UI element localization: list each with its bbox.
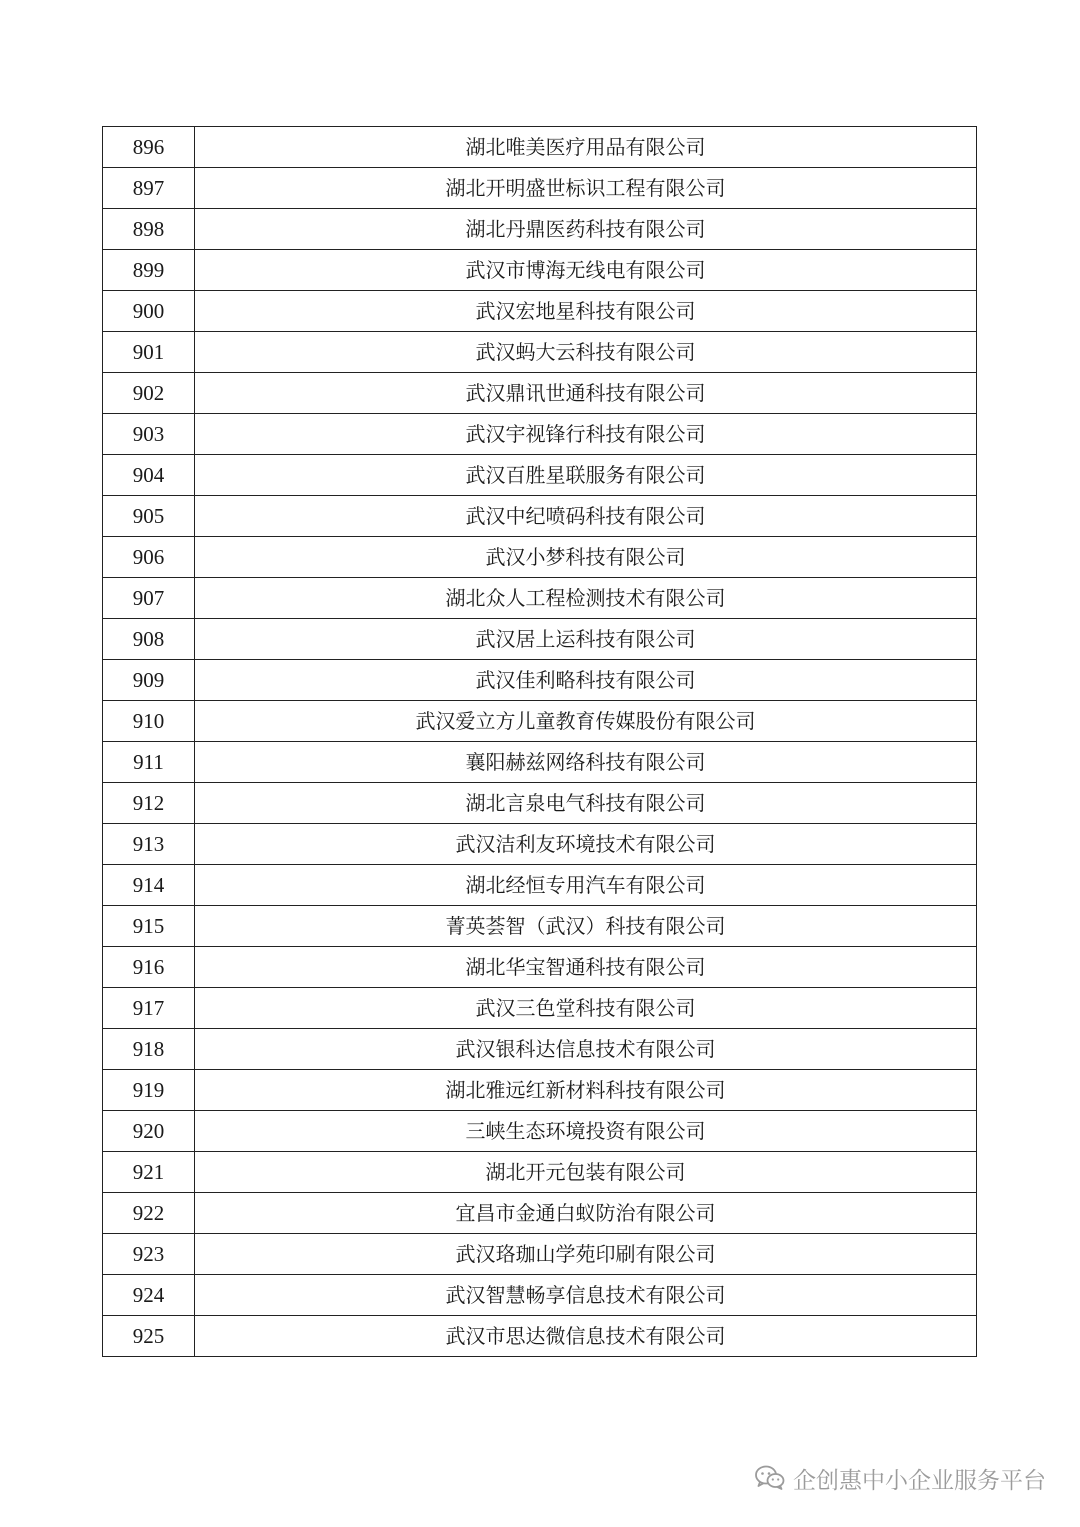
row-number: 924: [103, 1275, 195, 1316]
row-number: 922: [103, 1193, 195, 1234]
row-number: 919: [103, 1070, 195, 1111]
company-name: 武汉居上运科技有限公司: [195, 619, 977, 660]
row-number: 904: [103, 455, 195, 496]
row-number: 901: [103, 332, 195, 373]
table-row: [103, 209, 977, 250]
company-name: 菁英荟智（武汉）科技有限公司: [195, 906, 977, 947]
row-number: 913: [103, 824, 195, 865]
company-name: 湖北众人工程检测技术有限公司: [195, 578, 977, 619]
company-name: 武汉小梦科技有限公司: [195, 537, 977, 578]
table-row: [103, 455, 977, 496]
row-number: 903: [103, 414, 195, 455]
row-number: 914: [103, 865, 195, 906]
table-row: [103, 865, 977, 906]
company-name: 武汉鼎讯世通科技有限公司: [195, 373, 977, 414]
row-number: 902: [103, 373, 195, 414]
company-name: 宜昌市金通白蚁防治有限公司: [195, 1193, 977, 1234]
watermark-text: 企创惠中小企业服务平台: [793, 1467, 1046, 1494]
company-name: 湖北雅远红新材料科技有限公司: [195, 1070, 977, 1111]
table-row: [103, 332, 977, 373]
row-number: 920: [103, 1111, 195, 1152]
company-name: 湖北开明盛世标识工程有限公司: [195, 168, 977, 209]
company-name: 湖北唯美医疗用品有限公司: [195, 127, 977, 168]
table-row: [103, 1152, 977, 1193]
watermark: [755, 1460, 1046, 1496]
company-name: 武汉百胜星联服务有限公司: [195, 455, 977, 496]
company-name: 武汉中纪喷码科技有限公司: [195, 496, 977, 537]
table-row: [103, 701, 977, 742]
table-row: [103, 291, 977, 332]
company-name: 武汉珞珈山学苑印刷有限公司: [195, 1234, 977, 1275]
company-name: 湖北丹鼎医药科技有限公司: [195, 209, 977, 250]
company-name: 武汉宏地星科技有限公司: [195, 291, 977, 332]
table-row: [103, 660, 977, 701]
company-name: 襄阳赫兹网络科技有限公司: [195, 742, 977, 783]
company-list-table: [102, 126, 977, 1357]
table-row: [103, 1316, 977, 1357]
row-number: 925: [103, 1316, 195, 1357]
table-body: [103, 127, 977, 1357]
company-name: 湖北言泉电气科技有限公司: [195, 783, 977, 824]
row-number: 909: [103, 660, 195, 701]
table-row: [103, 1193, 977, 1234]
company-name: 武汉宇视锋行科技有限公司: [195, 414, 977, 455]
company-name: 武汉佳利略科技有限公司: [195, 660, 977, 701]
row-number: 908: [103, 619, 195, 660]
row-number: 921: [103, 1152, 195, 1193]
table-row: [103, 537, 977, 578]
company-name: 湖北开元包装有限公司: [195, 1152, 977, 1193]
company-name: 武汉市博海无线电有限公司: [195, 250, 977, 291]
row-number: 915: [103, 906, 195, 947]
table-row: [103, 1070, 977, 1111]
row-number: 912: [103, 783, 195, 824]
table-row: [103, 783, 977, 824]
company-name: 武汉市思达微信息技术有限公司: [195, 1316, 977, 1357]
row-number: 896: [103, 127, 195, 168]
row-number: 897: [103, 168, 195, 209]
row-number: 916: [103, 947, 195, 988]
row-number: 923: [103, 1234, 195, 1275]
company-name: 湖北经恒专用汽车有限公司: [195, 865, 977, 906]
table-row: [103, 1275, 977, 1316]
row-number: 910: [103, 701, 195, 742]
row-number: 917: [103, 988, 195, 1029]
row-number: 898: [103, 209, 195, 250]
row-number: 918: [103, 1029, 195, 1070]
table-row: [103, 414, 977, 455]
company-name: 武汉蚂大云科技有限公司: [195, 332, 977, 373]
row-number: 900: [103, 291, 195, 332]
table-row: [103, 1029, 977, 1070]
table-row: [103, 127, 977, 168]
table-row: [103, 824, 977, 865]
company-name: 湖北华宝智通科技有限公司: [195, 947, 977, 988]
row-number: 899: [103, 250, 195, 291]
table-row: [103, 947, 977, 988]
company-name: 武汉洁利友环境技术有限公司: [195, 824, 977, 865]
table-row: [103, 496, 977, 537]
row-number: 905: [103, 496, 195, 537]
company-name: 武汉银科达信息技术有限公司: [195, 1029, 977, 1070]
row-number: 911: [103, 742, 195, 783]
company-name: 武汉智慧畅享信息技术有限公司: [195, 1275, 977, 1316]
row-number: 907: [103, 578, 195, 619]
table-row: [103, 619, 977, 660]
wechat-icon: [755, 1465, 785, 1491]
table-row: [103, 1234, 977, 1275]
company-name: 三峡生态环境投资有限公司: [195, 1111, 977, 1152]
table-row: [103, 168, 977, 209]
table-row: [103, 1111, 977, 1152]
table-row: [103, 250, 977, 291]
row-number: 906: [103, 537, 195, 578]
company-name: 武汉爱立方儿童教育传媒股份有限公司: [195, 701, 977, 742]
table-row: [103, 373, 977, 414]
table-row: [103, 988, 977, 1029]
table-row: [103, 742, 977, 783]
table-row: [103, 578, 977, 619]
company-name: 武汉三色堂科技有限公司: [195, 988, 977, 1029]
table-row: [103, 906, 977, 947]
